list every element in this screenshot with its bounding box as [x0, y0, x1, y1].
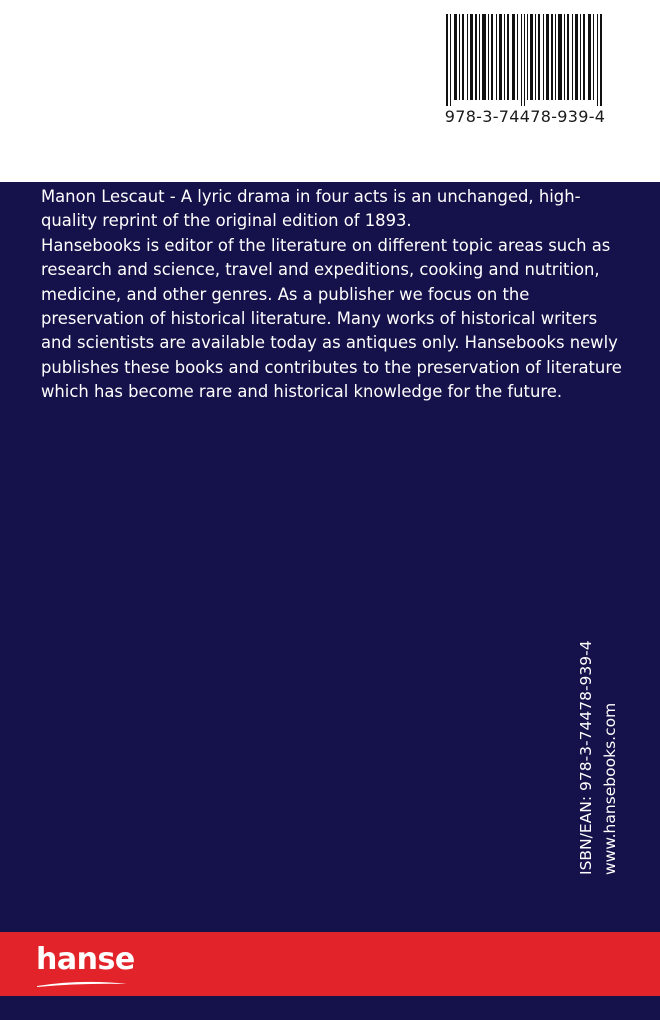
website-text: www.hansebooks.com	[601, 702, 619, 875]
publisher-logo: hanse	[36, 942, 135, 977]
book-description	[41, 185, 631, 405]
barcode	[442, 12, 608, 130]
barcode-icon	[446, 14, 604, 106]
publisher-band	[0, 932, 660, 996]
description-paragraph-2: Hansebooks is editor of the literature on different topic areas such as research and science, travel and expeditions, cooking and nutrition, medicine, and other genres. As a publisher we focus on the preservation of historical literature. Many works of historical writers and scientists are available today as antiques only. Hansebooks newly publishes these books and contributes to the preservation of literature which has become rare and historical knowledge for the future.	[41, 235, 622, 402]
isbn-text: ISBN/EAN: 978-3-74478-939-4	[577, 640, 595, 875]
bottom-strip	[0, 996, 660, 1020]
logo-swoosh-icon	[36, 980, 128, 988]
description-paragraph-1: Manon Lescaut - A lyric drama in four acts is an unchanged, high-quality reprint of the original edition of 1893.	[41, 187, 581, 231]
description-panel	[0, 182, 660, 932]
top-area	[0, 0, 660, 182]
spine-info	[574, 615, 622, 875]
barcode-number: 978-3-74478-939-4	[444, 107, 606, 126]
